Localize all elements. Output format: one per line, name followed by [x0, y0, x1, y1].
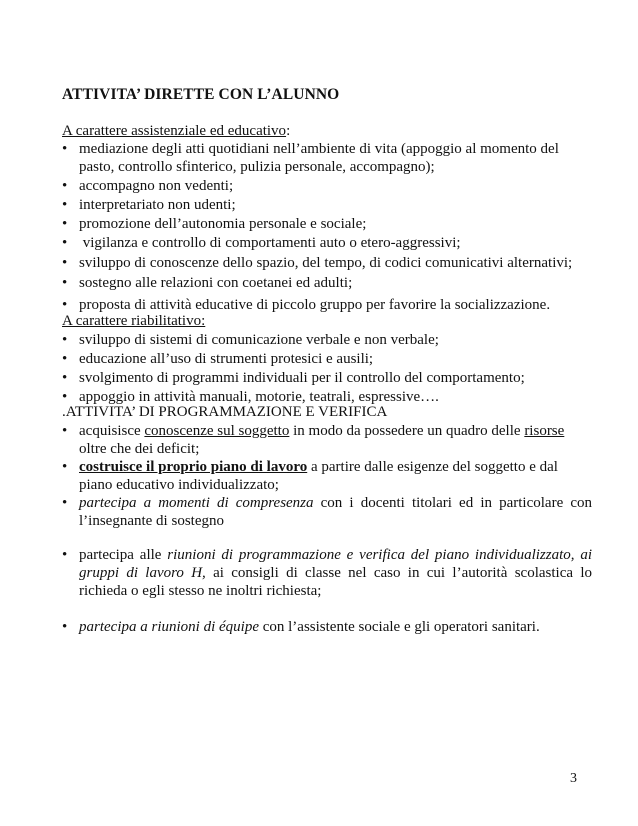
list-item-text — [79, 494, 592, 530]
section-heading-text: A carattere assistenziale ed educativo — [62, 123, 287, 139]
page-title: ATTIVITA’ DIRETTE CON L’ALUNNO — [62, 86, 340, 103]
list-item — [62, 422, 592, 458]
list-item — [62, 494, 592, 530]
list-item-text: promozione dell’autonomia personale e sociale; — [79, 216, 367, 232]
list-item-text: proposta di attività educative di piccolo gruppo per favorire la socializzazione. — [79, 297, 551, 313]
section-heading-assistenziale — [62, 122, 290, 140]
text-run: acquisisce — [79, 423, 145, 439]
bullet-icon: • — [62, 547, 68, 563]
list-item — [62, 618, 592, 636]
bullet-icon: • — [62, 351, 68, 367]
text-run: con i docenti titolari ed in particolare con l’insegnante di sostegno — [79, 495, 592, 529]
bullet-icon: • — [62, 255, 68, 271]
italic-phrase: partecipa a momenti di compresenza — [79, 495, 314, 511]
italic-phrase: riunioni di programmazione e verifica del piano individualizzato, ai gruppi di lavoro H, — [79, 547, 592, 581]
bullet-icon: • — [62, 370, 68, 386]
list-item-text — [79, 618, 592, 636]
italic-phrase: partecipa a riunioni di équipe — [79, 619, 259, 635]
text-run: ai consigli di classe nel caso in cui l’autorità scolastica lo richieda o egli stesso ne inoltri richiesta; — [79, 565, 592, 599]
bullet-icon: • — [62, 332, 68, 348]
list-item-text — [79, 546, 592, 600]
list-item-text — [79, 458, 592, 494]
list-item — [62, 254, 592, 272]
bullet-icon: • — [62, 297, 68, 313]
list-item — [62, 350, 592, 368]
bullet-icon: • — [62, 178, 68, 194]
list-item-text: mediazione degli atti quotidiani nell’ambiente di vita (appoggio al momento del pasto, controllo sfinterico, pulizia personale, accompagno); — [79, 141, 559, 175]
bullet-icon: • — [62, 619, 68, 635]
underlined-phrase: risorse — [524, 423, 565, 439]
text-run: partecipa alle — [79, 547, 168, 563]
list-item — [62, 274, 592, 292]
bullet-icon: • — [62, 495, 68, 511]
bullet-icon: • — [62, 235, 68, 251]
list-item-text: svolgimento di programmi individuali per il controllo del comportamento; — [79, 370, 525, 386]
list-item-text: interpretariato non udenti; — [79, 197, 236, 213]
list-item-text: sviluppo di sistemi di comunicazione verbale e non verbale; — [79, 332, 439, 348]
section-heading-suffix: : — [286, 123, 291, 139]
bullet-icon: • — [62, 216, 68, 232]
list-item-text: educazione all’uso di strumenti protesici e ausili; — [79, 351, 374, 367]
list-item — [62, 177, 592, 195]
list-item-text: sostegno alle relazioni con coetanei ed adulti; — [79, 275, 353, 291]
list-item — [62, 369, 592, 387]
list-item — [62, 140, 592, 176]
text-run: a partire dalle esigenze del soggetto e dal piano educativo individualizzato; — [79, 459, 558, 493]
bullet-icon: • — [62, 389, 68, 405]
bullet-icon: • — [62, 197, 68, 213]
list-item-text: sviluppo di conoscenze dello spazio, del tempo, di codici comunicativi alternativi; — [79, 255, 573, 271]
list-item — [62, 458, 592, 494]
list-item — [62, 546, 592, 600]
list-item-text: vigilanza e controllo di comportamenti auto o etero-aggressivi; — [79, 235, 461, 251]
bullet-icon: • — [62, 423, 68, 439]
list-item-text — [79, 422, 592, 458]
page-number: 3 — [570, 771, 577, 786]
text-run: con l’assistente sociale e gli operatori sanitari. — [258, 619, 540, 635]
text-run: oltre che dei deficit; — [79, 441, 200, 457]
bold-underlined-phrase: costruisce il proprio piano di lavoro — [79, 459, 308, 475]
list-item-text: appoggio in attività manuali, motorie, teatrali, espressive…. — [79, 389, 439, 405]
bullet-icon: • — [62, 141, 68, 157]
bullet-icon: • — [62, 459, 68, 475]
list-item — [62, 234, 592, 252]
bullet-icon: • — [62, 275, 68, 291]
list-item — [62, 331, 592, 349]
list-item-text: accompagno non vedenti; — [79, 178, 234, 194]
section-heading-riabilitativo — [62, 312, 205, 330]
section-heading-text: A carattere riabilitativo: — [62, 313, 206, 329]
section-heading-programmazione: .ATTIVITA’ DI PROGRAMMAZIONE E VERIFICA — [62, 404, 388, 420]
underlined-phrase: conoscenze sul soggetto — [144, 423, 290, 439]
text-run: in modo da possedere un quadro delle — [289, 423, 525, 439]
list-item — [62, 215, 592, 233]
list-item — [62, 196, 592, 214]
